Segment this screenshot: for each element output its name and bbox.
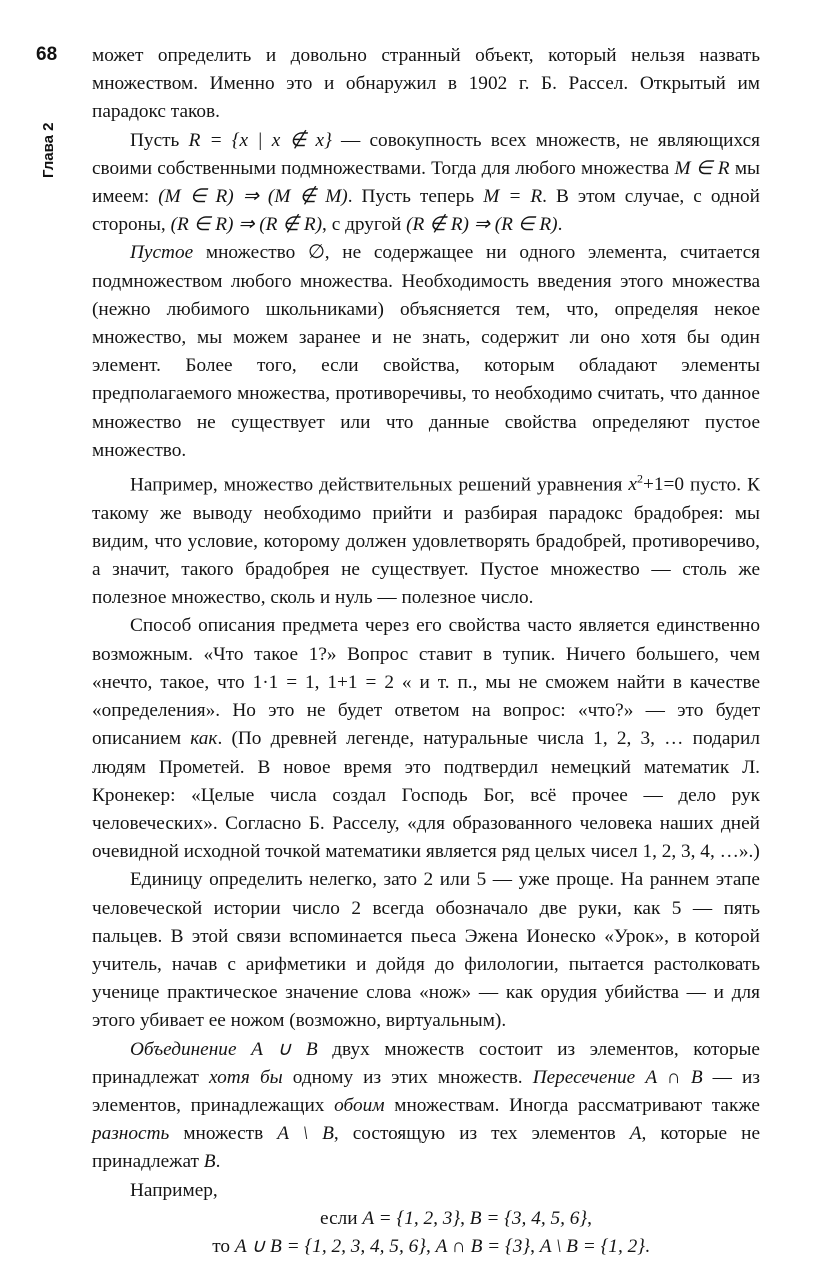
- example-line-1: если A = {1, 2, 3}, B = {3, 4, 5, 6},: [320, 1207, 592, 1229]
- paragraph-7-operations: Объединение A ∪ B двух множеств состоит из элементов, которые принадлежат хотя бы одному из этих множеств. Пересечение A ∩ B — из элементов, принадлежащих обоим множествам. Иногда рассматривают также разность множеств A \ B, состоящую из тех элементов A, которые не принадлежат B.: [92, 1038, 761, 1173]
- formula-difference: A \ B: [277, 1123, 334, 1145]
- formula-union: A ∪ B: [251, 1038, 318, 1060]
- term-empty: Пустое: [130, 242, 194, 264]
- example-intersection: A ∩ B = {3}: [435, 1235, 531, 1257]
- paragraph-3-empty-set: Пустое множество ∅, не содержащее ни одного элемента, считается подмножеством любого множества. Необходимость введения этого множества (нежно любимого школьниками) объясняется тем, что, определяя некое множество, мы можем заранее и не знать, содержит ли оно хотя бы один элемент. Более того, если свойства, которым обладают элементы предполагаемого множества, противоречивы, то необходимо считать, что данное множество не существует или что данные свойства определяют пустое множество.: [92, 242, 761, 461]
- paragraph-8-example-intro: Например,: [130, 1179, 218, 1201]
- formula-intersection: A ∩ B: [645, 1066, 703, 1088]
- example-set-b: B = {3, 4, 5, 6}: [469, 1207, 588, 1229]
- formula-m-in-r: M ∈ R: [674, 157, 730, 179]
- formula-m-equals-r: M = R: [483, 186, 543, 208]
- term-intersection: Пересечение: [532, 1066, 636, 1088]
- page-number: 68: [36, 44, 58, 65]
- formula-implication-3: (R ∉ R) ⇒ (R ∈ R): [406, 214, 558, 236]
- example-line-2: то A ∪ B = {1, 2, 3, 4, 5, 6}, A ∩ B = {3}, A \ B = {1, 2}.: [212, 1235, 650, 1257]
- formula-russell-set: R = {x | x ∉ x}: [188, 129, 332, 151]
- empty-set-symbol: ∅: [307, 242, 325, 264]
- paragraph-6-ionesco: Единицу определить нелегко, зато 2 или 5 — уже проще. На раннем этапе человеческой истории число 2 всегда обозначало две руки, как 5 — пять пальцев. В этой связи вспоминается пьеса Эжена Ионеско «Урок», в которой учитель, начав с арифметики и дойдя до филологии, пытается растолковать ученице практическое значение слова «нож» — как орудия убийства — и для этого убивает ее ножом (возможно, виртуальным).: [92, 869, 760, 1032]
- example-set-a: A = {1, 2, 3}: [362, 1207, 461, 1229]
- paragraph-5-definition: Способ описания предмета через его свойства часто является единственно возможным. «Что такое 1?» Вопрос ставит в тупик. Ничего большего, чем «нечто, такое, что 1·1 = 1, 1+1 = 2 « и т. п., мы не сможем найти в качестве «определения». Но это не будет ответом на вопрос: «что?» — это будет описанием как. (По древней легенде, натуральные числа 1, 2, 3, … подарил людям Прометей. В новое время это подтвердил немецкий математик Л. Кронекер: «Целые числа создал Господь Бог, всё прочее — дело рук человеческих». Согласно Б. Расселу, «для образованного человека наших дней очевидной исходной точкой математики является ряд целых чисел 1, 2, 3, 4, …».): [92, 615, 761, 863]
- paragraph-1: может определить и довольно странный объект, который нельзя назвать множеством. Именно это и обнаружил в 1902 г. Б. Рассел. Открытый им парадокс таков.: [92, 45, 760, 123]
- page-body: [92, 42, 760, 1261]
- paragraph-4-equation: Например, множество действительных решений уравнения $x^2+1=0$ пусто. К такому же выводу необходимо прийти и разбирая парадокс брадобрея: мы видим, что условие, которому должен удовлетворять брадобрей, противоречиво, а значит, такого брадобрея не существует. Пустое множество — столь же полезное множество, сколь и нуль — полезное число.: [92, 472, 760, 609]
- term-difference: разность: [92, 1123, 170, 1145]
- emphasis-both: обоим: [334, 1094, 385, 1116]
- example-union: A ∪ B = {1, 2, 3, 4, 5, 6}: [234, 1235, 426, 1257]
- formula-one: 1·1 = 1, 1+1 = 2: [252, 671, 394, 693]
- example-difference: A \ B = {1, 2}: [539, 1235, 645, 1257]
- chapter-label: Глава 2: [40, 122, 57, 178]
- formula-implication-1: (M ∈ R) ⇒ (M ∉ M): [158, 186, 348, 208]
- emphasis-how: как: [190, 728, 218, 750]
- formula-a: A: [629, 1123, 642, 1145]
- formula-equation: $x^2+1=0$: [628, 472, 684, 496]
- formula-b: B: [203, 1151, 216, 1173]
- formula-implication-2: (R ∈ R) ⇒ (R ∉ R): [170, 214, 323, 236]
- term-union: Объединение: [130, 1038, 237, 1060]
- paragraph-2-russell-paradox: Пусть R = {x | x ∉ x} — совокупность всех множеств, не являющихся своими собственными подмножествами. Тогда для любого множества M ∈ R мы имеем: (M ∈ R) ⇒ (M ∉ M). Пусть теперь M = R. В этом случае, с одной стороны, (R ∈ R) ⇒ (R ∉ R), с другой (R ∉ R) ⇒ (R ∈ R).: [92, 129, 761, 236]
- emphasis-at-least: хотя бы: [209, 1066, 283, 1088]
